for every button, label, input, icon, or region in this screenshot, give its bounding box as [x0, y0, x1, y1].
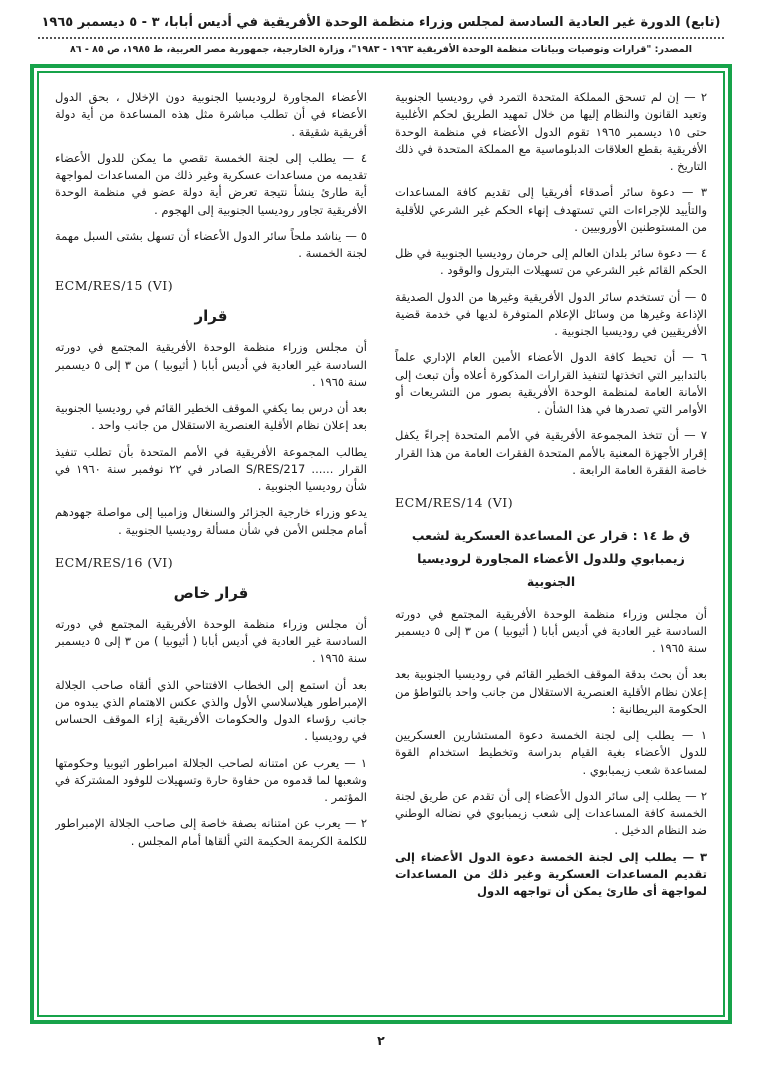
paragraph: ٧ — أن تتخذ المجموعة الأفريقية في الأمم المتحدة إجراءً يكفل إقرار الأجهزة المعنية بالأمم المتحدة الفقرات العامة من هذا القرار خاصة الفقرة العامة الرابعة . [395, 428, 707, 477]
paragraph: أن مجلس وزراء منظمة الوحدة الأفريقية المجتمع في دورته السادسة غير العادية في أديس أبابا ( أثيوبيا ) من ٣ إلى ٥ ديسمبر سنة ١٩٦٥ . [55, 340, 367, 389]
document-frame-inner [37, 71, 725, 1017]
paragraph: ٣ — يطلب إلى لجنة الخمسة دعوة الدول الأعضاء إلى تقديم المساعدات العسكرية وغير ذلك من المساعدات لمواجهة أى طارئ يمكن أن تواجهه الدول [395, 849, 707, 899]
paragraph: ١ — يطلب إلى لجنة الخمسة دعوة المستشارين العسكريين للدول الأعضاء بغية القيام بدراسة وتخطيط استخدام القوة لمساعدة شعب زيمبابوي . [395, 728, 707, 777]
paragraph: ٦ — أن تحيط كافة الدول الأعضاء الأمين العام الإداري علماً بالتدابير التي اتخذتها لتنفيذ القرارات المذكورة أعلاه وأن تبعث إلى الأمانة العامة لمنظمة الوحدة الأفريقية بصور من التشريعات أو الأوامر التي تصدرها في هذا الشأن . [395, 350, 707, 417]
document-header [30, 14, 732, 55]
section-heading: قرار خاص [173, 583, 249, 602]
column-right [395, 89, 707, 1007]
document-title: (تابع) الدورة غير العادية السادسة لمجلس وزراء منظمة الوحدة الأفريقية في أديس أبابا، ٣ - ٥ ديسمبر ١٩٦٥ [41, 15, 721, 30]
paragraph: ٥ — يناشد ملحاً سائر الدول الأعضاء أن تسهل بشتى السبل مهمة لجنة الخمسة . [55, 228, 367, 261]
paragraph: الأعضاء المجاورة لروديسيا الجنوبية دون الإخلال ، بحق الدول الأعضاء في أن تطلب مباشرة مثل هذه المساعدة من أية دولة أفريقية شقيقة . [55, 90, 367, 139]
paragraph: أن مجلس وزراء منظمة الوحدة الأفريقية المجتمع في دورته السادسة غير العادية في أديس أبابا ( أثيوبيا ) من ٣ إلى ٥ ديسمبر سنة ١٩٦٥ . [55, 616, 367, 666]
resolution-heading: ق ط ١٤ : قرار عن المساعدة العسكرية لشعب زيمبابوي وللدول الأعضاء المجاورة لروديسيا الجنوبية [411, 528, 691, 590]
text-columns [55, 89, 707, 1007]
source-line: المصدر: "قرارات وتوصيات وبيانات منظمة الوحدة الأفريقية ١٩٦٣ - ١٩٨٣"، وزارة الخارجية، جمهورية مصر العربية، ط ١٩٨٥، ص ٨٥ - ٨٦ [70, 44, 692, 56]
paragraph: ٤ — يطلب إلى لجنة الخمسة تقصي ما يمكن للدول الأعضاء تقديمه من مساعدات عسكرية وغير ذلك من المساعدات لمواجهة أية طارئ ينشأ نتيجة تعرض أية دولة عضو في منظمة الوحدة الأفريقية تجاور روديسيا الجنوبية إلى الهجوم . [55, 150, 367, 217]
column-left [55, 89, 367, 1007]
paragraph: بعد أن بحث بدقة الموقف الخطير القائم في روديسيا الجنوبية بعد إعلان نظام الأقلية العنصرية الاستقلال من جانب واحد بالتواطؤ من الحكومة البريطانية : [395, 667, 707, 716]
paragraph: ٣ — دعوة سائر أصدقاء أفريقيا إلى تقديم كافة المساعدات والتأييد للإجراءات التي تستهدف إنهاء الحكم غير الشرعي للأقلية من المستوطنين الأوروبيين . [395, 185, 707, 234]
paragraph: ١ — يعرب عن امتنانه لصاحب الجلالة امبراطور اثيوبيا وحكومتها وشعبها لما قدموه من حفاوة حارة وتسهيلات للوفود المشتركة في المؤتمر . [55, 755, 367, 805]
page-number: ٢ [377, 1033, 385, 1049]
paragraph: ٢ — يطلب إلى سائر الدول الأعضاء إلى أن تقدم عن طريق لجنة الخمسة كافة المساعدات إلى شعب زيمبابوي في نضاله الوطني ضد النظام الدخيل . [395, 788, 707, 838]
resolution-ref: ECM/RES/15 (VI) [55, 278, 174, 294]
document-frame [30, 64, 732, 1024]
header-divider [38, 37, 724, 39]
paragraph: يدعو وزراء خارجية الجزائر والسنغال وزامبيا إلى مواصلة جهودهم أمام مجلس الأمن في شأن مسألة روديسيا الجنوبية . [55, 505, 367, 537]
paragraph: يطالب المجموعة الأفريقية في الأمم المتحدة بأن تطلب تنفيذ القرار ...... S/RES/217 الصادر في ٢٢ نوفمبر سنة ١٩٦٠ في شأن روديسيا الجنوبية . [55, 444, 367, 494]
paragraph: أن مجلس وزراء منظمة الوحدة الأفريقية المجتمع في دورته السادسة غير العادية في أديس أبابا ( أثيوبيا ) من ٣ إلى ٥ ديسمبر سنة ١٩٦٥ . [395, 606, 707, 656]
resolution-ref: ECM/RES/16 (VI) [55, 554, 174, 570]
paragraph: ٢ — إن لم تسحق المملكة المتحدة التمرد في روديسيا الجنوبية وتعيد القانون والنظام إليها من خلال تمهيد الطريق لحكم الأغلبية حتى ١٥ ديسمبر ١٩٦٥ تقوم الدول الأعضاء في منظمة الوحدة الأفريقية بقطع العلاقات الدبلوماسية مع المملكة المتحدة في ذلك التاريخ . [395, 90, 707, 174]
paragraph: ٤ — دعوة سائر بلدان العالم إلى حرمان روديسيا الجنوبية في ظل الحكم القائم غير الشرعي من تسهيلات البترول والوقود . [395, 246, 707, 278]
paragraph: ٥ — أن تستخدم سائر الدول الأفريقية وغيرها من الدول الصديقة الإذاعة وغيرها من وسائل الإعلام المتوفرة لديها في خدمة قضية الأفريقيين في روديسيا الجنوبية . [395, 289, 707, 339]
paragraph: بعد أن درس بما يكفي الموقف الخطير القائم في روديسيا الجنوبية بعد إعلان نظام الأقلية العنصرية الاستقلال من جانب واحد . [55, 401, 367, 433]
page-footer [30, 1033, 732, 1048]
resolution-ref: ECM/RES/14 (VI) [395, 495, 514, 511]
paragraph: ٢ — يعرب عن امتنانه بصفة خاصة إلى صاحب الجلالة الإمبراطور للكلمة الكريمة الحكيمة التي ألقاها أمام المجلس . [55, 816, 367, 848]
section-heading: قرار [194, 307, 228, 326]
paragraph: بعد أن استمع إلى الخطاب الافتتاحي الذي ألقاه صاحب الجلالة الإمبراطور هيلاسلاسي الأول والذي عكس الاهتمام الذي يبدوه من جانب رؤساء الدول والحكومات الأفريقية إزاء الموقف الحساس في روديسيا . [55, 677, 367, 744]
